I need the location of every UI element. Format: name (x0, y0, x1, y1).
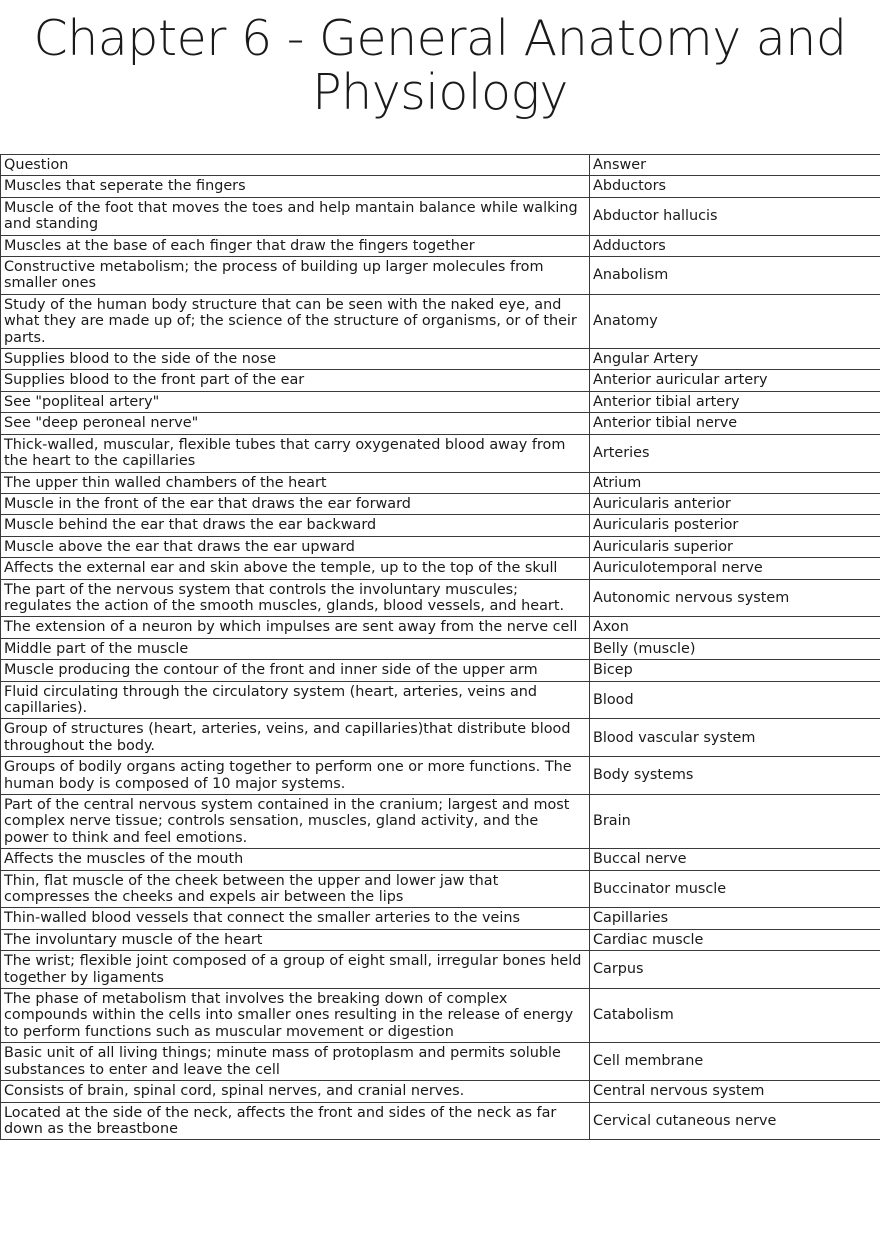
answer-cell: Autonomic nervous system (590, 579, 880, 617)
question-cell: Part of the central nervous system contained in the cranium; largest and most complex nerve tissue; controls sensation, muscles, gland activity, and the power to think and feel emotions. (1, 795, 590, 849)
answer-cell: Cardiac muscle (590, 929, 880, 950)
table-row (1, 757, 880, 795)
question-cell: Groups of bodily organs acting together to perform one or more functions. The human body is composed of 10 major systems. (1, 757, 590, 795)
header-answer: Answer (590, 155, 880, 176)
question-cell: Consists of brain, spinal cord, spinal nerves, and cranial nerves. (1, 1081, 590, 1102)
answer-cell: Buccinator muscle (590, 870, 880, 908)
question-cell: Thick-walled, muscular, flexible tubes that carry oxygenated blood away from the heart to the capillaries (1, 434, 590, 472)
question-cell: Middle part of the muscle (1, 638, 590, 659)
table-row (1, 617, 880, 638)
header-question: Question (1, 155, 590, 176)
table-row (1, 870, 880, 908)
question-answer-table (0, 154, 880, 1140)
answer-cell: Carpus (590, 951, 880, 989)
table-row (1, 558, 880, 579)
answer-cell: Capillaries (590, 908, 880, 929)
answer-cell: Anterior auricular artery (590, 370, 880, 391)
question-cell: Muscle of the foot that moves the toes and help mantain balance while walking and standing (1, 197, 590, 235)
answer-cell: Cell membrane (590, 1043, 880, 1081)
title-line-2: Physiology (312, 64, 568, 121)
table-row (1, 294, 880, 348)
table-row (1, 719, 880, 757)
answer-cell: Auricularis posterior (590, 515, 880, 536)
answer-cell: Blood (590, 681, 880, 719)
title-line-1: Chapter 6 - General Anatomy and (33, 10, 847, 67)
question-cell: Muscle above the ear that draws the ear upward (1, 536, 590, 557)
question-cell: Constructive metabolism; the process of building up larger molecules from smaller ones (1, 257, 590, 295)
question-cell: Muscles that seperate the fingers (1, 176, 590, 197)
table-row (1, 235, 880, 256)
answer-cell: Anatomy (590, 294, 880, 348)
answer-cell: Buccal nerve (590, 849, 880, 870)
question-cell: Muscles at the base of each finger that draw the fingers together (1, 235, 590, 256)
question-cell: See "deep peroneal nerve" (1, 413, 590, 434)
answer-cell: Anterior tibial nerve (590, 413, 880, 434)
table-row (1, 929, 880, 950)
question-cell: Supplies blood to the front part of the ear (1, 370, 590, 391)
answer-cell: Central nervous system (590, 1081, 880, 1102)
table-row (1, 434, 880, 472)
table-row (1, 638, 880, 659)
question-cell: The upper thin walled chambers of the heart (1, 472, 590, 493)
answer-cell: Auricularis anterior (590, 493, 880, 514)
table-row (1, 515, 880, 536)
question-cell: See "popliteal artery" (1, 391, 590, 412)
answer-cell: Cervical cutaneous nerve (590, 1102, 880, 1140)
question-cell: Affects the muscles of the mouth (1, 849, 590, 870)
question-cell: Thin-walled blood vessels that connect the smaller arteries to the veins (1, 908, 590, 929)
table-row (1, 908, 880, 929)
question-cell: Affects the external ear and skin above the temple, up to the top of the skull (1, 558, 590, 579)
question-cell: Group of structures (heart, arteries, veins, and capillaries)that distribute blood throughout the body. (1, 719, 590, 757)
question-cell: Muscle producing the contour of the front and inner side of the upper arm (1, 660, 590, 681)
question-cell: Supplies blood to the side of the nose (1, 349, 590, 370)
table-row (1, 795, 880, 849)
table-row (1, 660, 880, 681)
answer-cell: Atrium (590, 472, 880, 493)
question-cell: The part of the nervous system that controls the involuntary muscules; regulates the action of the smooth muscles, glands, blood vessels, and heart. (1, 579, 590, 617)
answer-cell: Angular Artery (590, 349, 880, 370)
table-row (1, 197, 880, 235)
answer-cell: Adductors (590, 235, 880, 256)
table-row (1, 681, 880, 719)
answer-cell: Arteries (590, 434, 880, 472)
table-row (1, 493, 880, 514)
table-row (1, 349, 880, 370)
answer-cell: Belly (muscle) (590, 638, 880, 659)
table-row (1, 257, 880, 295)
answer-cell: Anabolism (590, 257, 880, 295)
table-row (1, 176, 880, 197)
answer-cell: Abductors (590, 176, 880, 197)
question-cell: The wrist; flexible joint composed of a group of eight small, irregular bones held together by ligaments (1, 951, 590, 989)
question-cell: The involuntary muscle of the heart (1, 929, 590, 950)
page-title (0, 0, 880, 142)
question-cell: Study of the human body structure that can be seen with the naked eye, and what they are made up of; the science of the structure of organisms, or of their parts. (1, 294, 590, 348)
table-row (1, 849, 880, 870)
table-row (1, 1102, 880, 1140)
question-cell: Muscle behind the ear that draws the ear backward (1, 515, 590, 536)
table-header-row (1, 155, 880, 176)
table-row (1, 536, 880, 557)
table-row (1, 951, 880, 989)
question-cell: Thin, flat muscle of the cheek between the upper and lower jaw that compresses the cheeks and expels air between the lips (1, 870, 590, 908)
answer-cell: Anterior tibial artery (590, 391, 880, 412)
answer-cell: Body systems (590, 757, 880, 795)
question-cell: Basic unit of all living things; minute mass of protoplasm and permits soluble substances to enter and leave the cell (1, 1043, 590, 1081)
table-row (1, 989, 880, 1043)
question-cell: The extension of a neuron by which impulses are sent away from the nerve cell (1, 617, 590, 638)
table-row (1, 391, 880, 412)
table-row (1, 579, 880, 617)
answer-cell: Auriculotemporal nerve (590, 558, 880, 579)
answer-cell: Brain (590, 795, 880, 849)
answer-cell: Axon (590, 617, 880, 638)
answer-cell: Blood vascular system (590, 719, 880, 757)
question-cell: Fluid circulating through the circulatory system (heart, arteries, veins and capillaries). (1, 681, 590, 719)
question-cell: The phase of metabolism that involves the breaking down of complex compounds within the cells into smaller ones resulting in the release of energy to perform functions such as muscular movement or digestion (1, 989, 590, 1043)
answer-cell: Bicep (590, 660, 880, 681)
table-row (1, 1081, 880, 1102)
question-cell: Located at the side of the neck, affects the front and sides of the neck as far down as the breastbone (1, 1102, 590, 1140)
table-row (1, 472, 880, 493)
question-cell: Muscle in the front of the ear that draws the ear forward (1, 493, 590, 514)
table-row (1, 1043, 880, 1081)
table-row (1, 370, 880, 391)
answer-cell: Abductor hallucis (590, 197, 880, 235)
answer-cell: Catabolism (590, 989, 880, 1043)
answer-cell: Auricularis superior (590, 536, 880, 557)
table-row (1, 413, 880, 434)
